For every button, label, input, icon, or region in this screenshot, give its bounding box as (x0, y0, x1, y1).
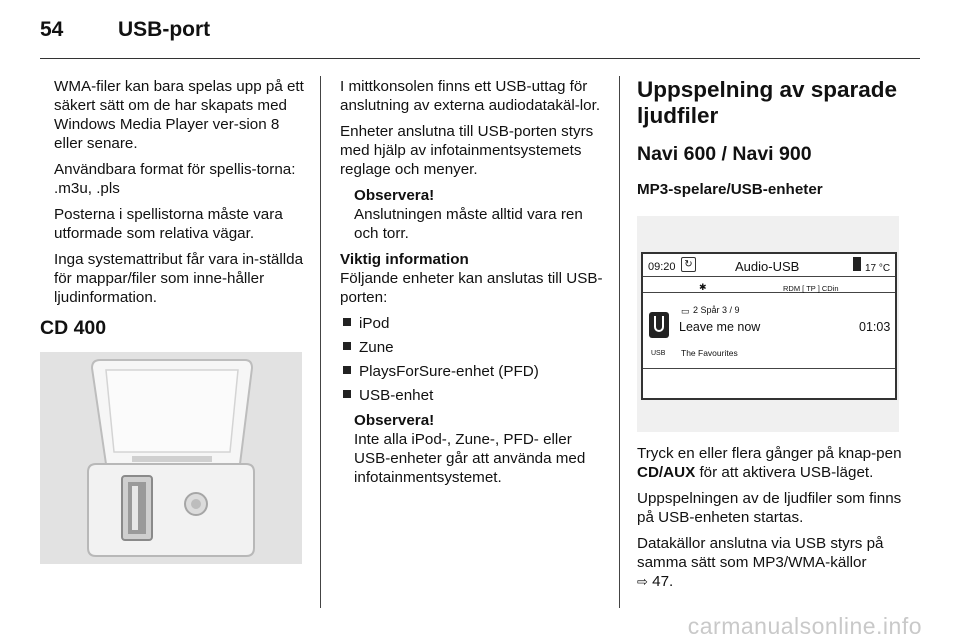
page-title: USB-port (118, 18, 211, 41)
paragraph: Datakällor anslutna via USB styrs på samma sätt som MP3/WMA-källor ⇨ 47. (637, 535, 884, 590)
column-2 (340, 77, 606, 487)
thermometer-icon (853, 257, 861, 271)
paragraph: Tryck en eller flera gånger på knap-pen CD/AUX för att aktivera USB-läget. (637, 445, 902, 481)
paragraph: Inga systemattribut får vara in-ställda för mappar/filer som inne-håller ljudinformation. (54, 251, 304, 306)
important-title: Viktig information (340, 251, 469, 268)
list-item: PlaysForSure-enhet (PFD) (340, 362, 606, 381)
paragraph: Enheter anslutna till USB-porten styrs med hjälp av infotainmentsystemets reglage och menyer. (340, 123, 594, 178)
watermark: carmanualsonline.info (687, 613, 922, 639)
usb-symbol (654, 316, 664, 332)
cd400-heading: CD 400 (40, 317, 107, 339)
column-divider-2 (619, 76, 620, 608)
column-3 (637, 77, 909, 598)
screen-usb-label: USB (651, 350, 666, 357)
note-box (340, 411, 606, 487)
screen-album: The Favourites (681, 348, 738, 358)
screen-track-area (643, 292, 895, 369)
note-text: Anslutningen måste alltid vara ren och torr. (354, 206, 583, 242)
screen-status: RDM [ TP ] CDin (783, 284, 839, 293)
screen-song-title: Leave me now (679, 320, 761, 334)
bullet-icon (343, 342, 351, 350)
screen-time: 09:20 (648, 261, 676, 273)
important-text: Följande enheter kan anslutas till USB-porten: (340, 270, 603, 306)
list-item: iPod (340, 314, 606, 333)
page-reference[interactable]: 47. (652, 573, 674, 590)
audio-usb-screen-illustration (637, 216, 899, 432)
subsection-heading: Navi 600 / Navi 900 (637, 143, 812, 165)
display-screen (641, 252, 897, 400)
device-list (340, 314, 606, 405)
folder-icon: ▭ (681, 306, 690, 316)
screen-track-info: 2 Spår 3 / 9 (693, 305, 740, 315)
bluetooth-icon: ✱ (699, 282, 707, 292)
usb-port-drawing (40, 352, 302, 564)
column-divider-1 (320, 76, 321, 608)
screen-header (643, 254, 895, 277)
paragraph: Uppspelningen av de ljudfiler som finns på USB-enheten startas. (637, 490, 902, 526)
refresh-icon: ↻ (681, 257, 696, 272)
screen-status-bar (643, 276, 895, 293)
bullet-icon (343, 366, 351, 374)
list-item: Zune (340, 338, 606, 357)
header-rule (40, 58, 920, 59)
note-box (340, 186, 606, 243)
button-name: CD/AUX (637, 464, 696, 481)
paragraph: Posterna i spellistorna måste vara utformade som relativa vägar. (54, 206, 283, 242)
usb-port-illustration (40, 352, 302, 564)
list-item: USB-enhet (340, 386, 606, 405)
screen-elapsed-time: 01:03 (859, 320, 891, 334)
paragraph: WMA-filer kan bara spelas upp på ett säkert sätt om de har skapats med Windows Media Player ver-sion 8 eller senare. (54, 78, 304, 152)
note-title: Observera! (354, 412, 435, 429)
page-reference-icon: ⇨ (637, 574, 648, 589)
bullet-icon (343, 390, 351, 398)
section-heading: Uppspelning av sparade ljudfiler (637, 77, 898, 128)
note-text: Inte alla iPod-, Zune-, PFD- eller USB-enheter går att använda med infotainmentsystemet. (354, 431, 586, 486)
column-1 (40, 77, 308, 564)
page-header (0, 0, 960, 60)
screen-temperature: 17 °C (865, 263, 891, 274)
screen-title: Audio-USB (735, 259, 800, 274)
sub-subsection-heading: MP3-spelare/USB-enheter (637, 181, 823, 198)
paragraph: Användbara format för spellis-torna: .m3u, .pls (54, 161, 296, 197)
paragraph: I mittkonsolen finns ett USB-uttag för anslutning av externa audiodatakäl-lor. (340, 78, 601, 114)
note-title: Observera! (354, 187, 435, 204)
page-number: 54 (40, 18, 64, 41)
bullet-icon (343, 318, 351, 326)
